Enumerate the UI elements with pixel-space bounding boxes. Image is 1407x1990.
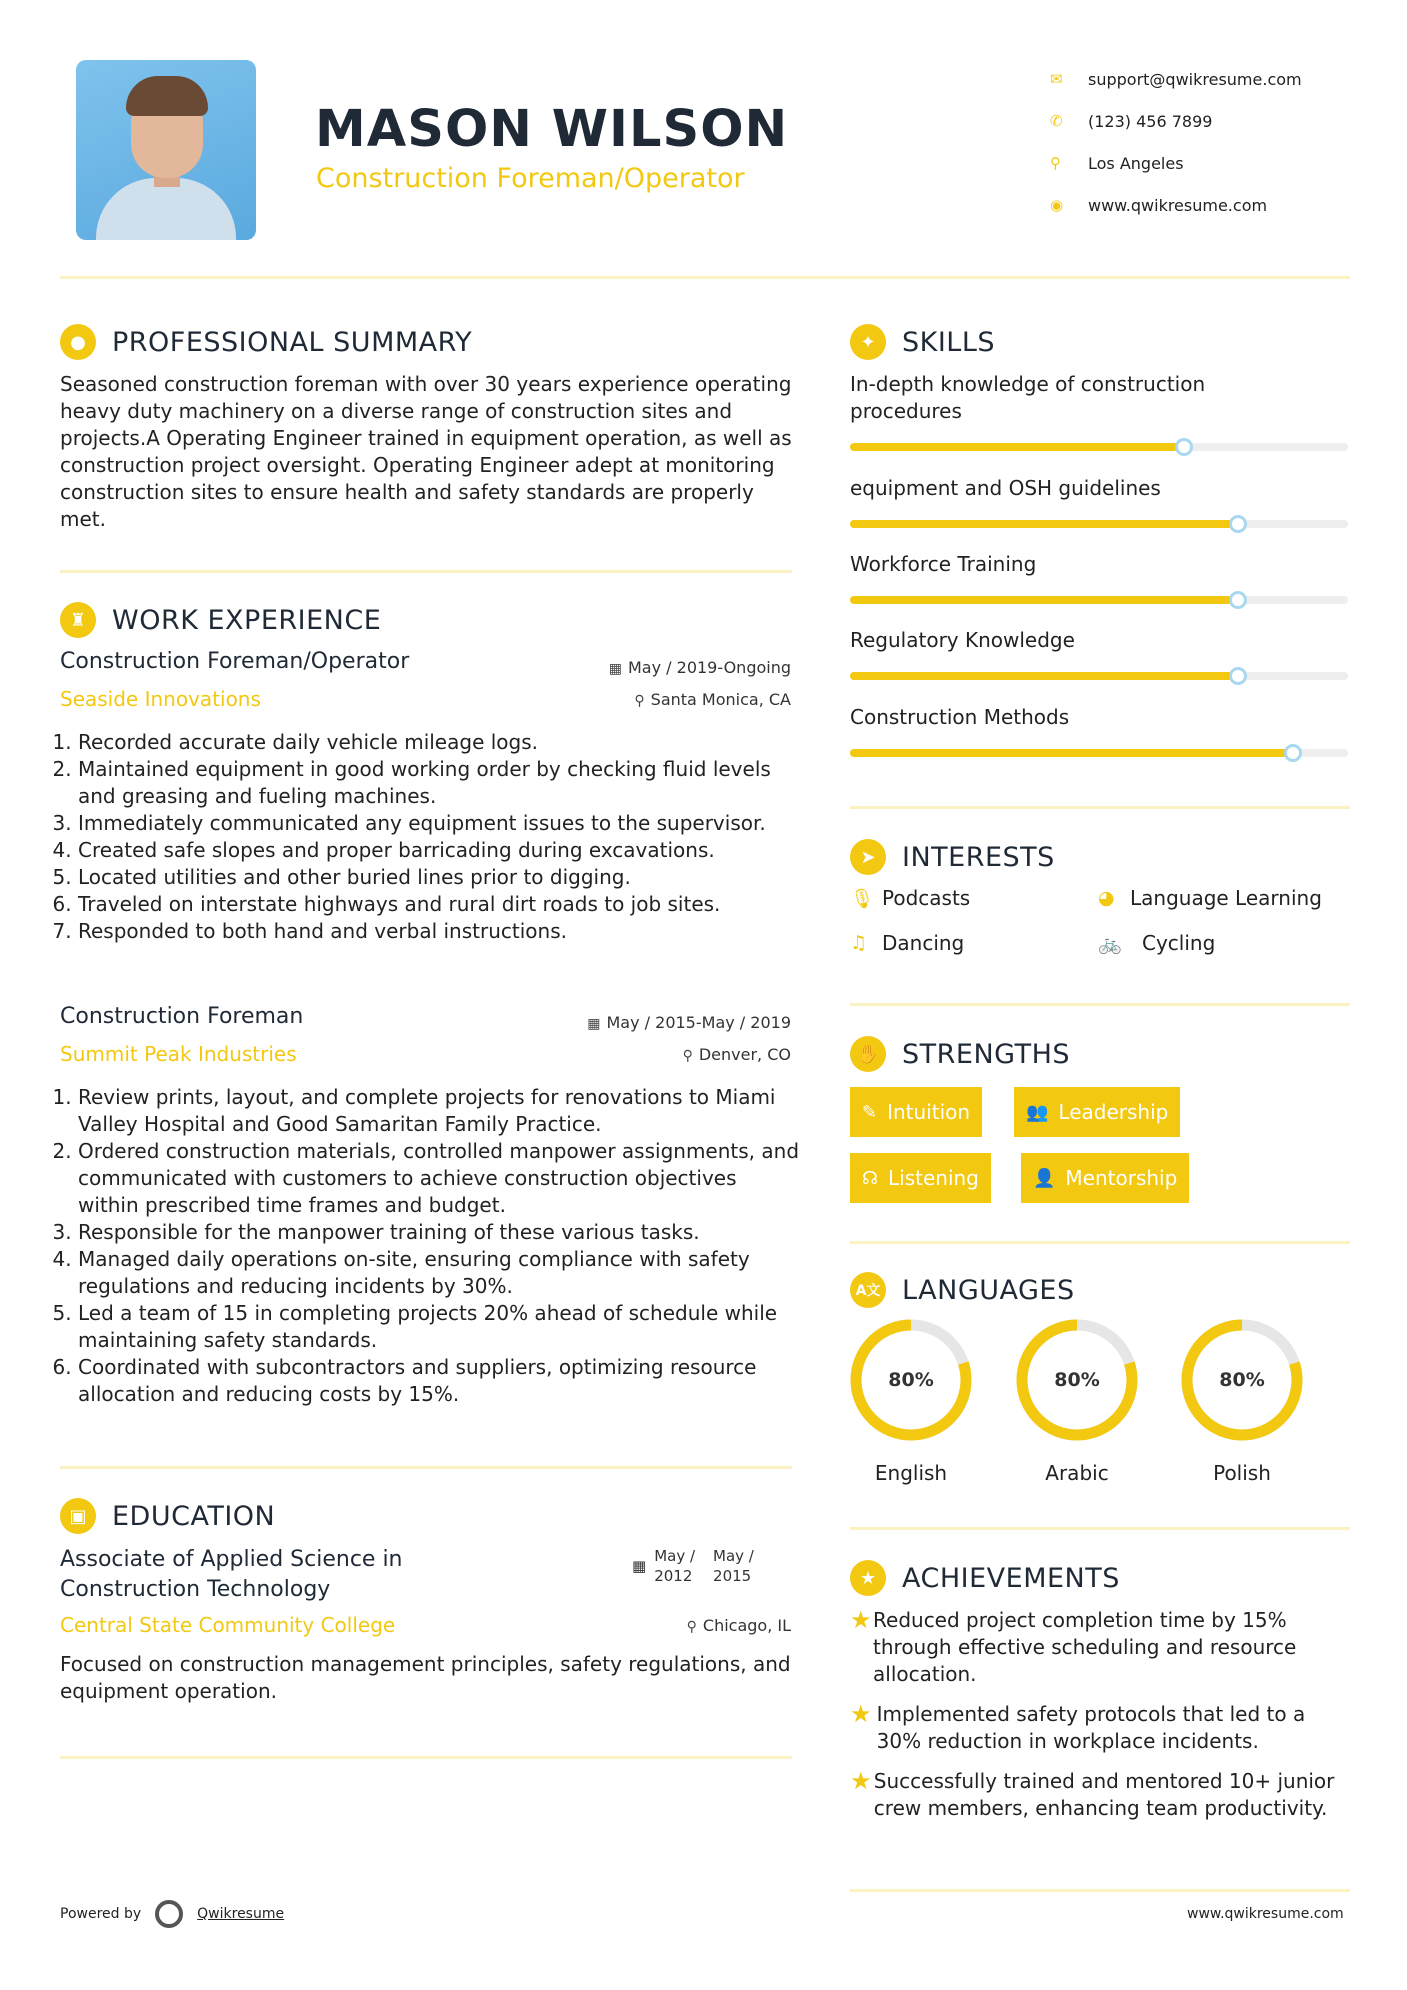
pin-icon: ⚲ <box>634 693 645 709</box>
language-percent: 80% <box>888 1369 934 1391</box>
contact-list <box>1050 58 1380 226</box>
job-responsibilities <box>60 1084 800 1408</box>
achievement-item: ★ Successfully trained and mentored 10+ junior crew members, enhancing team productivity. <box>850 1767 1335 1820</box>
magic-wand-icon: ✎ <box>862 1101 878 1123</box>
language-gauge <box>849 1318 973 1485</box>
education-divider <box>60 1756 792 1759</box>
skill-label: Workforce Training <box>850 552 1037 576</box>
skill-bar <box>850 749 1348 757</box>
achievement-item: ★ Reduced project completion time by 15% through effective scheduling and resource allocation. <box>850 1606 1297 1686</box>
skill-label: equipment and OSH guidelines <box>850 476 1161 500</box>
list-item: 3. Responsible for the manpower training of these various tasks. <box>78 1219 800 1246</box>
list-item: 4. Created safe slopes and proper barricading during excavations. <box>78 837 800 864</box>
lightbulb-icon: ✦ <box>850 324 886 360</box>
list-item: 6. Coordinated with subcontractors and suppliers, optimizing resource allocation and reducing costs by 15%. <box>78 1354 800 1408</box>
contact-phone[interactable]: ✆ (123) 456 7899 <box>1050 111 1213 131</box>
job-title: Construction Foreman <box>60 1004 304 1029</box>
user-icon: ● <box>60 324 96 360</box>
pin-icon: ⚲ <box>682 1048 693 1064</box>
school-name: Central State Community College <box>60 1613 396 1637</box>
skills-heading: ✦ SKILLS <box>850 324 995 360</box>
education-heading: ▣ EDUCATION <box>60 1498 275 1534</box>
skill-label: In-depth knowledge of construction procedures <box>850 372 1206 423</box>
interests-divider <box>850 1003 1350 1006</box>
skill-knob <box>1284 744 1302 762</box>
list-item: 5. Located utilities and other buried lines prior to digging. <box>78 864 800 891</box>
map-pin-icon: ⚲ <box>1050 154 1061 172</box>
envelope-icon: ✉ <box>1050 70 1063 88</box>
globe-icon: ◉ <box>1050 196 1064 214</box>
experience-divider <box>60 1466 792 1469</box>
company-name: Summit Peak Industries <box>60 1042 297 1066</box>
list-item: 1. Recorded accurate daily vehicle mileage logs. <box>78 729 800 756</box>
star-icon: ★ <box>850 1767 872 1795</box>
language-gauge <box>1180 1318 1304 1485</box>
footer-powered-by: Powered by Qwikresume <box>60 1900 284 1928</box>
skill-knob <box>1229 515 1247 533</box>
language-name: Polish <box>1213 1461 1271 1485</box>
header-divider <box>60 276 1350 279</box>
list-item: 7. Responded to both hand and verbal instructions. <box>78 918 800 945</box>
interest-item: ♫ Dancing <box>850 931 965 955</box>
strength-tag: ☊ Listening <box>850 1153 991 1203</box>
user-plus-icon: 👤 <box>1033 1167 1056 1189</box>
language-gauge <box>1015 1318 1139 1485</box>
interest-item: 🎙 Podcasts <box>850 886 971 910</box>
hand-icon: ✋ <box>850 1036 886 1072</box>
list-item: 4. Managed daily operations on-site, ensuring compliance with safety regulations and reducing incidents by 30%. <box>78 1246 800 1300</box>
globe-icon: ◕ <box>1098 887 1115 909</box>
strengths-heading: ✋ STRENGTHS <box>850 1036 1070 1072</box>
summary-divider <box>60 570 792 573</box>
candidate-title: Construction Foreman/Operator <box>316 163 745 194</box>
paper-plane-icon: ➤ <box>850 839 886 875</box>
phone-icon: ✆ <box>1050 112 1063 130</box>
skill-knob <box>1175 438 1193 456</box>
qwikresume-link[interactable]: Qwikresume <box>197 1906 285 1922</box>
list-item: 3. Immediately communicated any equipment issues to the supervisor. <box>78 810 800 837</box>
graduate-icon: ▣ <box>60 1498 96 1534</box>
music-note-icon: ♫ <box>850 932 868 954</box>
strengths-divider <box>850 1241 1350 1244</box>
job-responsibilities <box>60 729 800 945</box>
language-percent: 80% <box>1219 1369 1265 1391</box>
candidate-name: MASON WILSON <box>315 100 789 159</box>
summary-text: Seasoned construction foreman with over 30 years experience operating heavy duty machinery on a diverse range of construction sites and projects.A Operating Engineer trained in equipment operation, as well as construction project oversight. Operating Engineer adept at monitoring construction sites to ensure health and safety standards are properly met. <box>60 372 792 531</box>
skill-label: Construction Methods <box>850 705 1070 729</box>
calendar-icon: ▦ <box>587 1016 601 1032</box>
experience-heading: ♜ WORK EXPERIENCE <box>60 602 381 638</box>
summary-heading: ● PROFESSIONAL SUMMARY <box>60 324 472 360</box>
group-icon: 👥 <box>1026 1101 1049 1123</box>
headphones-icon: ☊ <box>862 1167 878 1189</box>
star-icon: ★ <box>850 1700 872 1728</box>
skills-divider <box>850 806 1350 809</box>
chair-icon: ♜ <box>60 602 96 638</box>
language-icon: A文 <box>850 1272 886 1308</box>
strength-tag: ✎ Intuition <box>850 1087 982 1137</box>
list-item: 1. Review prints, layout, and complete projects for renovations to Miami Valley Hospital and Good Samaritan Family Practice. <box>78 1084 800 1138</box>
pin-icon: ⚲ <box>686 1619 697 1635</box>
qwikresume-logo-icon <box>155 1900 183 1928</box>
list-item: 5. Led a team of 15 in completing projects 20% ahead of schedule while maintaining safety standards. <box>78 1300 800 1354</box>
achievements-heading: ★ ACHIEVEMENTS <box>850 1560 1120 1596</box>
calendar-icon: ▦ <box>632 1557 647 1575</box>
languages-divider <box>850 1527 1350 1530</box>
contact-location: ⚲ Los Angeles <box>1050 153 1184 173</box>
achievement-item: ★ Implemented safety protocols that led to a 30% reduction in workplace incidents. <box>850 1700 1306 1753</box>
skill-knob <box>1229 667 1247 685</box>
star-icon: ★ <box>850 1560 886 1596</box>
job-location: ⚲ Santa Monica, CA <box>634 690 791 709</box>
job-location: ⚲ Denver, CO <box>682 1045 791 1064</box>
microphone-icon: 🎙 <box>850 887 875 910</box>
profile-photo <box>76 60 256 240</box>
interests-heading: ➤ INTERESTS <box>850 839 1055 875</box>
education-description: Focused on construction management principles, safety regulations, and equipment operation. <box>60 1652 791 1703</box>
list-item: 2. Maintained equipment in good working order by checking fluid levels and greasing and fueling machines. <box>78 756 800 810</box>
contact-website[interactable]: ◉ www.qwikresume.com <box>1050 195 1268 215</box>
bicycle-icon: 🚲 <box>1098 932 1122 955</box>
education-dates: ▦May / 2012May / 2015 <box>632 1547 754 1585</box>
skill-knob <box>1229 591 1247 609</box>
footer-url[interactable]: www.qwikresume.com <box>1187 1906 1344 1922</box>
interest-item: ◕ Language Learning <box>1098 886 1322 910</box>
language-percent: 80% <box>1054 1369 1100 1391</box>
list-item: 2. Ordered construction materials, controlled manpower assignments, and communicated with customers to achieve construction objectives within prescribed time frames and budget. <box>78 1138 800 1219</box>
list-item: 6. Traveled on interstate highways and rural dirt roads to job sites. <box>78 891 800 918</box>
job-date: ▦ May / 2019-Ongoing <box>608 658 791 677</box>
languages-heading: A文 LANGUAGES <box>850 1272 1075 1308</box>
skill-bar <box>850 443 1348 451</box>
job-title: Construction Foreman/Operator <box>60 649 410 674</box>
degree-title: Associate of Applied Science in Construction Technology <box>60 1547 403 1602</box>
skill-bar <box>850 520 1348 528</box>
strength-tag: 👥 Leadership <box>1014 1087 1180 1137</box>
strength-tag: 👤 Mentorship <box>1021 1153 1189 1203</box>
skill-label: Regulatory Knowledge <box>850 628 1075 652</box>
contact-email[interactable]: ✉ support@qwikresume.com <box>1050 69 1302 89</box>
calendar-icon: ▦ <box>608 661 622 677</box>
education-location: ⚲ Chicago, IL <box>686 1616 791 1635</box>
interest-item: 🚲 Cycling <box>1098 931 1216 955</box>
company-name: Seaside Innovations <box>60 687 261 711</box>
language-name: English <box>874 1461 948 1485</box>
skill-bar <box>850 596 1348 604</box>
achievements-divider <box>850 1889 1350 1892</box>
star-icon: ★ <box>850 1606 872 1634</box>
language-name: Arabic <box>1045 1461 1109 1485</box>
skill-bar <box>850 672 1348 680</box>
job-date: ▦ May / 2015-May / 2019 <box>587 1013 791 1032</box>
